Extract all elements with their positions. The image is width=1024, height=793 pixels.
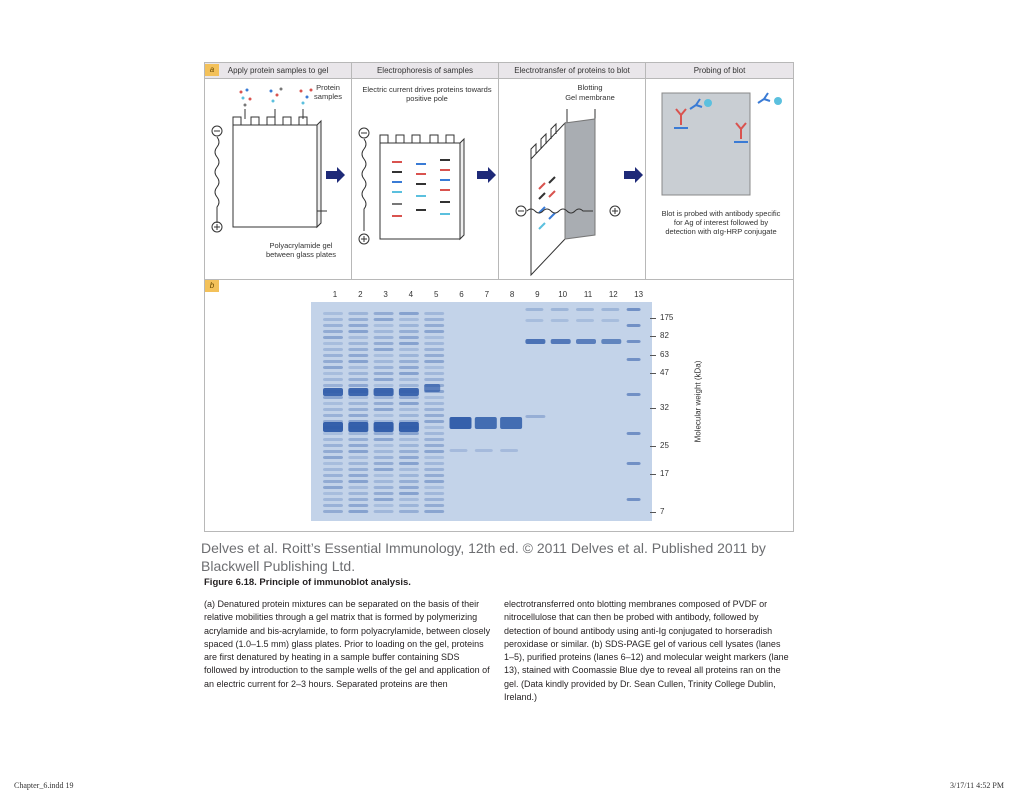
gel-band	[424, 312, 444, 315]
gel-band	[323, 312, 343, 315]
gel-band	[424, 324, 444, 327]
gel-band	[374, 438, 394, 441]
gel-band	[348, 438, 368, 441]
gel-band	[374, 388, 394, 396]
gel-band	[323, 504, 343, 507]
gel-band	[323, 336, 343, 339]
gel-band	[374, 384, 394, 387]
mw-tick	[650, 336, 656, 337]
gel-band	[348, 354, 368, 357]
gel-band	[323, 510, 343, 513]
gel-band	[348, 342, 368, 345]
gel-band	[450, 449, 468, 452]
mw-tick	[650, 446, 656, 447]
gel-band	[374, 504, 394, 507]
gel-band	[374, 414, 394, 417]
gel-band	[374, 366, 394, 369]
arrow-icon	[326, 167, 345, 183]
gel-band	[399, 318, 419, 321]
gel-band	[323, 388, 343, 396]
gel-band	[374, 492, 394, 495]
gel-band	[323, 450, 343, 453]
gel-band	[525, 319, 543, 322]
gel-band	[323, 330, 343, 333]
gel-band	[323, 474, 343, 477]
gel-band	[348, 450, 368, 453]
gel-band	[627, 432, 641, 435]
gel-band	[374, 324, 394, 327]
gel-band	[374, 468, 394, 471]
current-label: Electric current drives proteins towards positive pole	[362, 85, 492, 103]
gel-band	[424, 360, 444, 363]
gel-band	[399, 342, 419, 345]
gel-band	[525, 415, 545, 418]
gel-band	[399, 486, 419, 489]
mw-tick	[650, 474, 656, 475]
gel-band	[323, 360, 343, 363]
gel-band	[399, 324, 419, 327]
gel-band	[374, 456, 394, 459]
protein-samples-label: Protein samples	[314, 83, 342, 101]
mw-label-7: 7	[660, 507, 665, 516]
gel-band	[348, 330, 368, 333]
footer-left: Chapter_6.indd 19	[14, 781, 74, 790]
gel-band	[323, 318, 343, 321]
lane-number-13: 13	[634, 290, 644, 299]
arrow-icon	[477, 167, 496, 183]
caption-left-column: (a) Denatured protein mixtures can be separated on the basis of their relative mobilities through a gel matrix that is formed by polymerizing acrylamide and bis-acrylamide, to form polyacrylamide, between closely spaced (1.0–1.5 mm) glass plates. Prior to loading on the gel, proteins are first denatured by heating in a sample buffer containing SDS followed by introduction to the sample wells of the gel and application of an electric current for 2–3 hours. Separated proteins are then	[204, 599, 491, 689]
gel-band	[348, 372, 368, 375]
gel-band	[424, 432, 444, 435]
gel-band	[399, 336, 419, 339]
gel-band	[551, 308, 569, 311]
gel-band	[576, 339, 596, 344]
gel-band	[399, 372, 419, 375]
gel-band	[551, 339, 571, 344]
gel-band	[424, 450, 444, 453]
gel-band	[424, 408, 444, 411]
gel-band	[424, 330, 444, 333]
gel-description-label: Polyacrylamide gel between glass plates	[265, 241, 337, 259]
gel-band	[348, 492, 368, 495]
mw-tick	[650, 512, 656, 513]
gel-band	[323, 438, 343, 441]
gel-band	[348, 456, 368, 459]
gel-band	[323, 384, 343, 387]
gel-band	[374, 486, 394, 489]
gel-band	[374, 510, 394, 513]
gel-band	[348, 348, 368, 351]
gel-band	[323, 408, 343, 411]
panel-divider	[205, 279, 793, 280]
gel-band	[348, 378, 368, 381]
mw-label-82: 82	[660, 331, 669, 340]
gel-band	[374, 342, 394, 345]
gel-band	[374, 336, 394, 339]
gel-band	[399, 504, 419, 507]
gel-band	[576, 319, 594, 322]
gel-band	[323, 378, 343, 381]
gel-band	[399, 360, 419, 363]
gel-band	[424, 468, 444, 471]
gel-band	[348, 408, 368, 411]
gel-band	[374, 408, 394, 411]
gel-band	[627, 393, 641, 396]
gel-band	[374, 348, 394, 351]
gel-band	[374, 318, 394, 321]
gel-band	[348, 366, 368, 369]
gel-band	[399, 402, 419, 405]
gel-band	[374, 450, 394, 453]
gel-band	[424, 474, 444, 477]
gel-band	[348, 468, 368, 471]
gel-band	[399, 444, 419, 447]
mw-tick	[650, 408, 656, 409]
gel-band	[374, 312, 394, 315]
gel-band	[323, 402, 343, 405]
gel-band	[424, 420, 444, 423]
caption-right-column: electrotransferred onto blotting membranes composed of PVDF or nitrocellulose that can then be probed with antibody, followed by detection of bound antibody using anti-Ig conjugated to horseradish peroxidase or similar. (b) SDS-PAGE gel of various cell lysates (lanes 1–5), purified proteins (lanes 6–12) and molecular weight markers (lane 13), stained with Coomassie Blue dye to reveal all proteins ran on the gel. (Data kindly provided by Dr. Sean Cullen, Trinity College Dublin, Ireland.)	[504, 599, 789, 703]
gel-band	[601, 339, 621, 344]
lane-number-4: 4	[408, 290, 414, 299]
gel-band	[323, 432, 343, 435]
gel-band	[323, 498, 343, 501]
gel-band	[399, 384, 419, 387]
gel-band	[424, 336, 444, 339]
gel-band	[399, 378, 419, 381]
gel-band	[374, 402, 394, 405]
gel-band	[323, 486, 343, 489]
mw-tick	[650, 318, 656, 319]
gel-band	[348, 360, 368, 363]
gel-band	[424, 438, 444, 441]
gel-band	[399, 422, 419, 432]
mw-label-17: 17	[660, 469, 669, 478]
credit-line	[201, 539, 791, 575]
gel-band	[348, 474, 368, 477]
figure-title: Figure 6.18. Principle of immunoblot analysis.	[204, 577, 411, 588]
gel-band	[424, 486, 444, 489]
gel-band	[323, 324, 343, 327]
gel-band	[323, 480, 343, 483]
gel-band	[627, 324, 641, 327]
arrow-icon	[624, 167, 643, 183]
gel-band	[399, 388, 419, 396]
gel-band	[348, 504, 368, 507]
electrotransfer-illustration	[499, 79, 645, 279]
gel-band	[424, 348, 444, 351]
panel-a2-heading: Electrophoresis of samples	[352, 63, 498, 79]
mw-label-63: 63	[660, 350, 669, 359]
lane-number-9: 9	[535, 290, 540, 299]
gel-band	[399, 498, 419, 501]
gel-band	[374, 462, 394, 465]
mw-axis-label: Molecular weight (kDa)	[693, 360, 703, 443]
gel-band	[323, 492, 343, 495]
lane-number-11: 11	[583, 290, 593, 299]
gel-band	[399, 366, 419, 369]
gel-band	[424, 396, 444, 399]
gel-band	[399, 432, 419, 435]
gel-band	[424, 444, 444, 447]
gel-band	[424, 462, 444, 465]
gel-band	[399, 312, 419, 315]
gel-band	[348, 318, 368, 321]
gel-band	[424, 354, 444, 357]
panel-a3-heading: Electrotransfer of proteins to blot	[499, 63, 645, 79]
blotting-label: Blotting	[577, 83, 603, 92]
gel-band	[323, 444, 343, 447]
panel-a1-heading-text: Apply protein samples to gel	[227, 66, 329, 75]
panel-a-tag: a	[205, 64, 219, 76]
protein-samples-icon	[240, 88, 313, 107]
gel-band	[399, 396, 419, 399]
gel-band	[627, 340, 641, 343]
gel-band	[348, 486, 368, 489]
lane-number-10: 10	[558, 290, 568, 299]
gel-band	[323, 414, 343, 417]
lane-number-5: 5	[433, 290, 439, 299]
gel-band	[348, 480, 368, 483]
gel-band	[399, 456, 419, 459]
probing-illustration	[646, 79, 793, 279]
mw-label-175: 175	[660, 313, 674, 322]
gel-band	[399, 414, 419, 417]
gel-band	[374, 444, 394, 447]
gel-band	[424, 414, 444, 417]
gel-band	[374, 372, 394, 375]
gel-band	[399, 492, 419, 495]
gel-band	[424, 378, 444, 381]
gel-band	[424, 384, 440, 392]
gel-band	[348, 414, 368, 417]
blot-description-label: Blot is probed with antibody specific for Ag of interest followed by detection with αIg-HRP conjugate	[661, 209, 781, 236]
gel-band	[450, 417, 472, 429]
gel-band	[627, 462, 641, 465]
credit-text: Delves et al. Roitt’s Essential Immunology, 12th ed. © 2011 Delves et al. Published 2011 by Blackwell Publishing Ltd.	[201, 540, 766, 574]
gel-band	[424, 366, 444, 369]
gel-band	[399, 468, 419, 471]
sds-page-gel-image	[311, 302, 652, 521]
gel-band	[475, 417, 497, 429]
panel-a4-heading: Probing of blot	[646, 63, 793, 79]
gel-band	[374, 498, 394, 501]
gel-band	[424, 480, 444, 483]
lane-number-1: 1	[332, 290, 338, 299]
gel-band	[323, 468, 343, 471]
gel-band	[424, 510, 444, 513]
gel-band	[323, 396, 343, 399]
gel-band	[374, 432, 394, 435]
gel-band	[374, 480, 394, 483]
gel-band	[323, 366, 343, 369]
gel-band	[399, 480, 419, 483]
lane-number-7: 7	[484, 290, 490, 299]
lane-number-3: 3	[383, 290, 388, 299]
gel-band	[374, 396, 394, 399]
mw-tick	[650, 373, 656, 374]
gel-band	[475, 449, 493, 452]
gel-band	[348, 396, 368, 399]
figure-frame	[204, 62, 794, 532]
gel-band	[348, 312, 368, 315]
gel-band	[601, 319, 619, 322]
mw-tick	[650, 355, 656, 356]
gel-band	[399, 510, 419, 513]
footer-right: 3/17/11 4:52 PM	[950, 781, 1004, 790]
gel-band	[374, 474, 394, 477]
gel-band	[348, 444, 368, 447]
gel-band	[399, 408, 419, 411]
gel-band	[348, 402, 368, 405]
gel-band	[551, 319, 569, 322]
gel-band	[374, 354, 394, 357]
gel-band	[348, 422, 368, 432]
gel-band	[323, 462, 343, 465]
gel-band	[323, 456, 343, 459]
gel-band	[627, 498, 641, 501]
gel-band	[525, 308, 543, 311]
gel-band	[424, 426, 444, 429]
mw-label-47: 47	[660, 368, 669, 377]
mw-label-25: 25	[660, 441, 669, 450]
gel-band	[424, 492, 444, 495]
gel-band	[399, 450, 419, 453]
gel-band	[424, 318, 444, 321]
gel-band	[424, 456, 444, 459]
gel-band	[525, 339, 545, 344]
gel-band	[576, 308, 594, 311]
gel-band	[424, 402, 444, 405]
gel-band	[424, 504, 444, 507]
gel-band	[374, 422, 394, 432]
lane-number-8: 8	[509, 290, 515, 299]
gel-band	[601, 308, 619, 311]
gel-band	[500, 417, 522, 429]
gel-membrane-label: Gel membrane	[565, 93, 615, 102]
gel-band	[627, 308, 641, 311]
gel-band	[500, 449, 518, 452]
gel-band	[348, 336, 368, 339]
panel-a1-heading	[205, 63, 351, 79]
gel-band	[424, 498, 444, 501]
electrophoresis-illustration	[352, 79, 498, 279]
gel-band	[399, 330, 419, 333]
gel-band	[374, 330, 394, 333]
gel-band	[348, 510, 368, 513]
gel-band	[374, 378, 394, 381]
gel-band	[399, 348, 419, 351]
gel-band	[348, 384, 368, 387]
gel-band	[374, 360, 394, 363]
lane-number-12: 12	[608, 290, 618, 299]
gel-band	[627, 358, 641, 361]
gel-band	[424, 342, 444, 345]
mw-label-32: 32	[660, 403, 669, 412]
gel-band	[399, 354, 419, 357]
panel-b-tag: b	[205, 280, 219, 292]
gel-band	[323, 348, 343, 351]
gel-band	[399, 462, 419, 465]
gel-band	[348, 432, 368, 435]
gel-band	[348, 498, 368, 501]
gel-band	[323, 422, 343, 432]
gel-band	[348, 462, 368, 465]
gel-band	[323, 372, 343, 375]
gel-band	[424, 372, 444, 375]
gel-band	[348, 324, 368, 327]
gel-band	[399, 438, 419, 441]
gel-band	[323, 342, 343, 345]
gel-band	[323, 354, 343, 357]
lane-number-6: 6	[459, 290, 464, 299]
gel-band	[399, 474, 419, 477]
gel-band	[348, 388, 368, 396]
lane-number-2: 2	[358, 290, 363, 299]
